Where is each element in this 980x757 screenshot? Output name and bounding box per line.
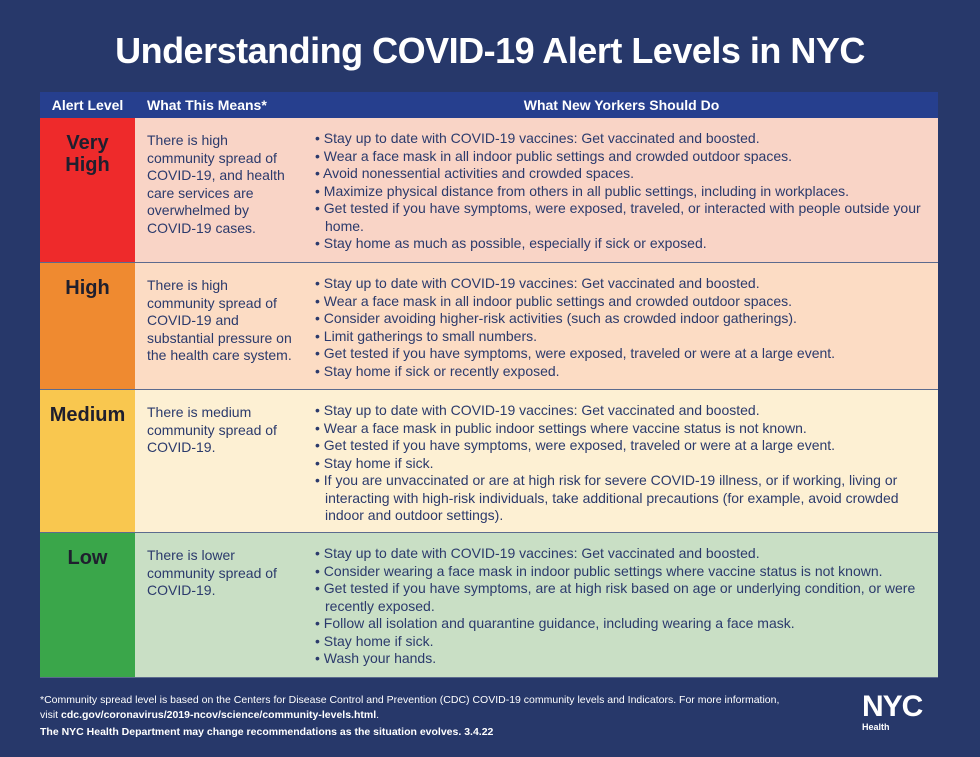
header-what-to-do: What New Yorkers Should Do	[523, 97, 720, 113]
list-item: • Stay up to date with COVID-19 vaccines: Get vaccinated and boosted.	[315, 545, 928, 563]
list-item: • Limit gatherings to small numbers.	[315, 328, 928, 346]
list-item: • Stay up to date with COVID-19 vaccines: Get vaccinated and boosted.	[315, 130, 928, 148]
list-item: • Get tested if you have symptoms, were exposed, traveled, or interacted with people outside your home.	[315, 200, 928, 235]
level-meaning: There is high community spread of COVID-19, and health care services are overwhelmed by COVID-19 cases.	[135, 118, 305, 262]
list-item: • Stay up to date with COVID-19 vaccines: Get vaccinated and boosted.	[315, 402, 928, 420]
nyc-health-logo: NYC Health	[862, 690, 923, 732]
list-item: • Wear a face mask in all indoor public settings and crowded outdoor spaces.	[315, 148, 928, 166]
list-item: • If you are unvaccinated or are at high risk for severe COVID-19 illness, or if working, living or interacting with high-risk individuals, take additional precautions (for example, avoid crowded indoor and outdoor settings).	[315, 472, 928, 525]
disclaimer: The NYC Health Department may change recommendations as the situation evolves. 3.4.22	[40, 726, 494, 738]
list-item: • Consider avoiding higher-risk activities (such as crowded indoor gatherings).	[315, 310, 928, 328]
list-item: • Get tested if you have symptoms, are at high risk based on age or underlying condition, or were recently exposed.	[315, 580, 928, 615]
alert-row	[40, 118, 938, 263]
list-item: • Maximize physical distance from others in all public settings, including in workplaces.	[315, 183, 928, 201]
list-item: • Wear a face mask in all indoor public settings and crowded outdoor spaces.	[315, 293, 928, 311]
alert-level-label: Low	[40, 533, 135, 677]
level-meaning: There is lower community spread of COVID-19.	[135, 533, 305, 677]
list-item: • Follow all isolation and quarantine guidance, including wearing a face mask.	[315, 615, 928, 633]
header-alert-level: Alert Level	[51, 97, 124, 113]
recommendations-list	[305, 263, 938, 389]
recommendations-list	[305, 118, 938, 262]
alert-levels-table	[40, 92, 938, 678]
list-item: • Stay home if sick.	[315, 633, 928, 651]
list-item: • Stay up to date with COVID-19 vaccines: Get vaccinated and boosted.	[315, 275, 928, 293]
list-item: • Wear a face mask in public indoor settings where vaccine status is not known.	[315, 420, 928, 438]
cdc-link[interactable]: cdc.gov/coronavirus/2019-ncov/science/community-levels.html	[61, 709, 377, 721]
recommendations-list	[305, 390, 938, 532]
list-item: • Get tested if you have symptoms, were exposed, traveled or were at a large event.	[315, 345, 928, 363]
alert-level-label: Medium	[40, 390, 135, 532]
table-header	[40, 92, 938, 118]
list-item: • Consider wearing a face mask in indoor public settings where vaccine status is not known.	[315, 563, 928, 581]
list-item: • Stay home as much as possible, especially if sick or exposed.	[315, 235, 928, 253]
alert-row	[40, 390, 938, 533]
alert-row	[40, 533, 938, 678]
alert-row	[40, 263, 938, 390]
list-item: • Avoid nonessential activities and crowded spaces.	[315, 165, 928, 183]
list-item: • Stay home if sick or recently exposed.	[315, 363, 928, 381]
footnote: *Community spread level is based on the Centers for Disease Control and Prevention (CDC) COVID-19 community levels and Indicators. For more information, visit cdc.gov/coronavirus/2019-ncov/science/community-levels.html.	[40, 694, 780, 721]
list-item: • Stay home if sick.	[315, 455, 928, 473]
alert-level-label: High	[40, 263, 135, 389]
list-item: • Get tested if you have symptoms, were exposed, traveled or were at a large event.	[315, 437, 928, 455]
level-meaning: There is high community spread of COVID-19 and substantial pressure on the health care system.	[135, 263, 305, 389]
list-item: • Wash your hands.	[315, 650, 928, 668]
level-meaning: There is medium community spread of COVID-19.	[135, 390, 305, 532]
recommendations-list	[305, 533, 938, 677]
page-title: Understanding COVID-19 Alert Levels in NYC	[115, 30, 865, 71]
alert-level-label: Very High	[40, 118, 135, 262]
header-what-this-means: What This Means*	[147, 97, 267, 113]
